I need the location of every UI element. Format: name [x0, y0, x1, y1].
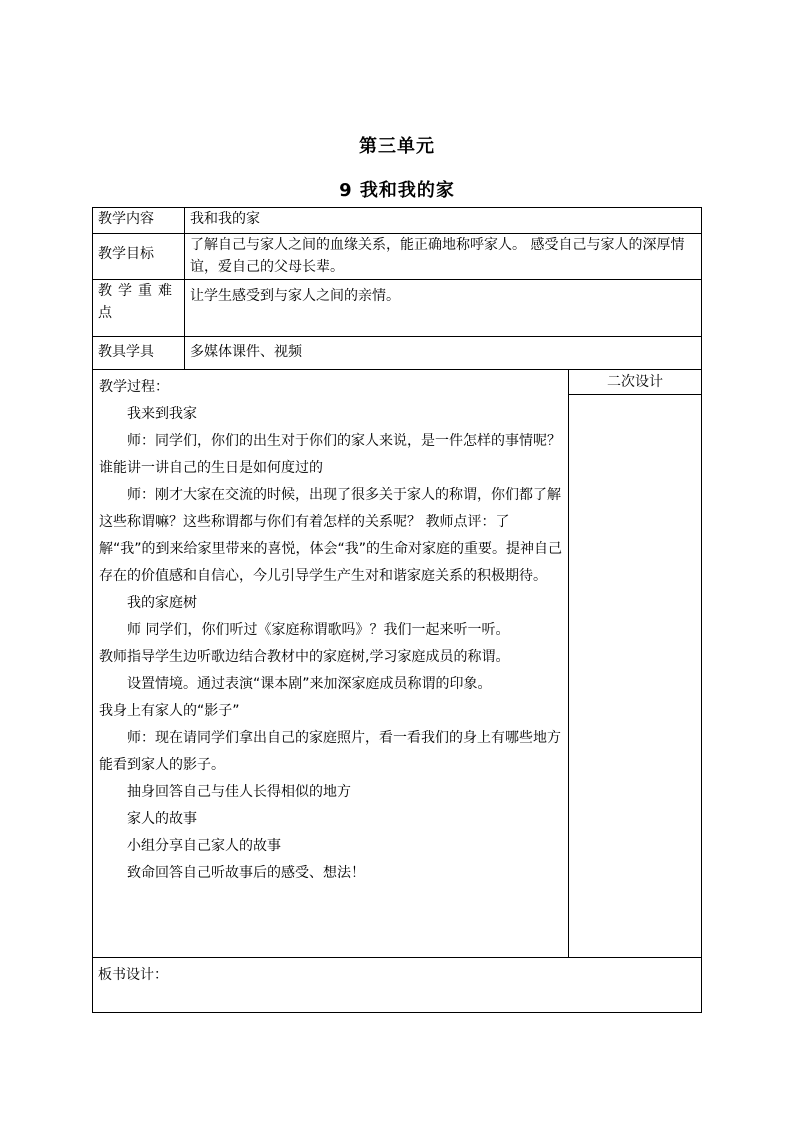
process-paragraph: 师：同学们，你们的出生对于你们的家人来说，是一件怎样的事情呢？谁能讲一讲自己的生日是如何度过的: [99, 433, 561, 476]
process-label: 教学过程：: [99, 379, 169, 395]
content-label: 教学内容: [93, 208, 185, 234]
content-value: 我和我的家: [185, 208, 702, 234]
second-design-cell: [569, 370, 702, 958]
process-paragraph: 设置情境。通过表演“课本剧”来加深家庭成员称谓的印象。: [127, 676, 492, 692]
process-paragraph: 抽身回答自己与佳人长得相似的地方: [127, 784, 351, 800]
goals-value: 了解自己与家人之间的血缘关系，能正确地称呼家人。 感受自己与家人的深厚情谊，爱自己的父母长辈。: [185, 234, 702, 280]
row-goals: [93, 234, 702, 280]
process-paragraph: 小组分享自己家人的故事: [127, 838, 281, 854]
key-points-label: 教学重难点: [93, 280, 185, 337]
lesson-title: 9 我和我的家: [339, 180, 455, 201]
process-paragraph: 致命回答自己听故事后的感受、想法！: [127, 865, 365, 881]
key-points-value: 让学生感受到与家人之间的亲情。: [185, 280, 702, 337]
unit-title: 第三单元: [359, 136, 435, 157]
process-paragraph: 师：现在请同学们拿出自己的家庭照片，看一看我们的身上有哪些地方能看到家人的影子。: [99, 730, 561, 773]
process-paragraph: 师 同学们，你们听过《家庭称谓歌吗》？我们一起来听一听。: [127, 622, 510, 638]
tools-label: 教具学具: [93, 337, 185, 370]
row-content: [93, 208, 702, 234]
lesson-plan-table: [92, 207, 702, 1013]
process-paragraph: 我的家庭树: [127, 595, 197, 611]
board-label: 板书设计：: [93, 958, 702, 1013]
row-board: [93, 958, 702, 1013]
row-tools: [93, 337, 702, 370]
goals-label: 教学目标: [93, 234, 185, 280]
tools-value: 多媒体课件、视频: [185, 337, 702, 370]
row-key-points: [93, 280, 702, 337]
process-cell: [93, 370, 569, 958]
process-paragraph: 我来到我家: [127, 406, 197, 422]
process-paragraph: 教师指导学生边听歌边结合教材中的家庭树,学习家庭成员的称谓。: [99, 649, 510, 665]
second-design-label: 二次设计: [569, 370, 701, 395]
process-paragraph: 家人的故事: [127, 811, 197, 827]
row-process: [93, 370, 702, 958]
process-paragraph: 我身上有家人的“影子”: [99, 703, 240, 719]
process-paragraph: 师：刚才大家在交流的时候，出现了很多关于家人的称谓，你们都了解这些称谓嘛？这些称谓都与你们有着怎样的关系呢？ 教师点评：了解“我”的到来给家里带来的喜悦，体会“我”的生命对家庭的重要。提神自己存在的价值感和自信心，今儿引导学生产生对和谐家庭关系的积极期待。: [99, 487, 563, 584]
